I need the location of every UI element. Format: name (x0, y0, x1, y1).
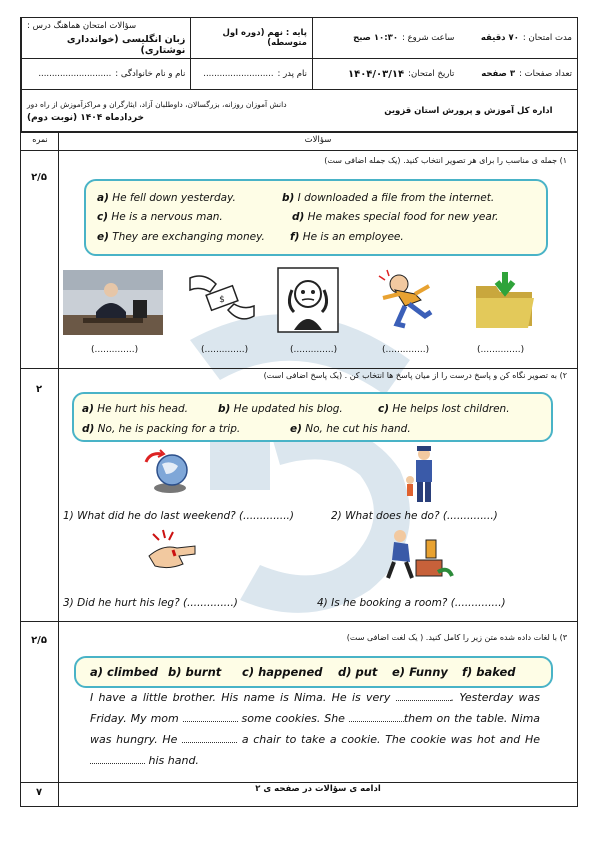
q1-blank-4[interactable]: (..............) (382, 345, 430, 355)
q3-gap-5[interactable] (90, 755, 145, 764)
cut-hand-picture (143, 526, 199, 576)
score-header: نمره (32, 135, 48, 144)
pages-label: تعداد صفحات : (519, 69, 572, 79)
grade: پایه : نهم (دوره اول متوسطه) (222, 28, 307, 48)
header-row-1 (21, 18, 577, 59)
q2-question-1: 1) What did he do last weekend? (..............) (63, 510, 294, 522)
q2-question-2: 2) What does he do? (..............) (331, 510, 498, 522)
q2-option-a: a) He hurt his head. (82, 403, 188, 415)
exam-session: خردادماه ۱۴۰۴ (نوبت دوم) (27, 112, 145, 123)
date-label: تاریخ امتحان: (408, 69, 455, 79)
q1-option-b: b) I downloaded a file from the internet. (282, 192, 495, 204)
students-cell (21, 90, 360, 132)
q3-word-d: d) put (338, 665, 378, 679)
q2-option-b: b) He updated his blog. (218, 403, 343, 415)
name-dots: ........................... (38, 69, 112, 79)
q3-title: ۳) با لغات داده شده متن زیر را کامل کنید. ( یک لغت اضافی ست) (346, 633, 567, 642)
q3-gap-1[interactable] (396, 692, 451, 701)
q1-blank-2[interactable]: (..............) (201, 345, 249, 355)
office-cell (360, 90, 577, 132)
q3-word-a: a) climbed (90, 665, 158, 679)
q2-option-c: c) He helps lost children. (378, 403, 510, 415)
total-score: ۷ (35, 787, 43, 798)
exchanging-money-picture (188, 266, 256, 334)
subject-cell (21, 18, 190, 58)
father-dots: .......................... (203, 69, 274, 79)
continue-note: ادامه ی سؤالات در صفحه ی ۲ (255, 784, 381, 794)
q1-score: ۲/۵ (31, 172, 47, 183)
q3-gap-2[interactable] (183, 713, 238, 722)
q3-passage: I have a little brother. His name is Nima. He is very . Yesterday was Friday. My mom some cookies. She them on the table. Nima was hungry. He a chair to take a cookie. The cookie was hot and He his hand. (90, 691, 541, 767)
q3-score: ۲/۵ (31, 635, 47, 646)
duration-value: ۷۰ دقیقه (480, 33, 519, 43)
exam-title: سؤالات امتحان هماهنگ درس : (27, 20, 137, 31)
q1-option-d: d) He makes special food for new year. (292, 211, 499, 223)
office-name: اداره کل آموزش و پرورش استان قزوین (384, 106, 553, 116)
q3-gap-4[interactable] (182, 734, 237, 743)
svg-text:$: $ (219, 295, 225, 305)
q2-title: ۲) به تصویر نگاه کن و پاسخ درست را از میان پاسخ ها انتخاب کن . (یک پاسخ اضافی است) (263, 371, 567, 380)
header-row-2 (21, 59, 577, 90)
q1-option-c: c) He is a nervous man. (97, 211, 223, 223)
start-time-value: ۱۰:۳۰ صبح (353, 33, 399, 43)
q1-blank-1[interactable]: (..............) (91, 345, 139, 355)
q2-option-e: e) No, he cut his hand. (290, 423, 411, 435)
name-cell (21, 59, 190, 89)
downloaded-file-picture (472, 268, 538, 334)
police-officer-picture (402, 444, 442, 504)
start-time-label: ساعت شروع : (402, 33, 455, 43)
q1-blank-5[interactable]: (..............) (477, 345, 525, 355)
duration-label: مدت امتحان : (522, 33, 572, 43)
q1-option-a: a) He fell down yesterday. (97, 192, 236, 204)
fell-down-picture (375, 268, 437, 336)
date-cell (312, 59, 459, 89)
q3-gap-3[interactable] (349, 713, 404, 722)
q3-word-b: b) burnt (168, 665, 222, 679)
q1-option-e: e) They are exchanging money. (97, 231, 265, 243)
packing-trip-picture (380, 526, 456, 586)
q2-option-d: d) No, he is packing for a trip. (82, 423, 241, 435)
pages-value: ۳ صفحه (481, 69, 516, 79)
father-label: نام پدر : (277, 69, 307, 79)
score-column (21, 132, 59, 806)
q2-score: ۲ (35, 384, 43, 395)
students-text: دانش آموزان روزانه، بزرگسالان، داوطلبان آزاد، ایثارگران و مراکزآموزش از راه دور (27, 99, 287, 109)
father-cell (190, 59, 312, 89)
q1-blank-3[interactable]: (..............) (290, 345, 338, 355)
employee-picture (63, 270, 163, 335)
duration-cell (459, 18, 577, 58)
start-time-cell (312, 18, 459, 58)
exam-header (20, 17, 578, 133)
blog-update-picture (142, 448, 200, 498)
q2-question-3: 3) Did he hurt his leg? (..............) (63, 597, 238, 609)
q1-option-f: f) He is an employee. (290, 231, 404, 243)
grade-cell (190, 18, 312, 58)
subject-name: زبان انگلیسی (خواندداری نوشتاری) (66, 33, 186, 56)
pages-cell (459, 59, 577, 89)
q1-title: ۱) جمله ی مناسب را برای هر تصویر انتخاب کنید. (یک جمله اضافی ست) (324, 156, 567, 165)
q3-word-c: c) happened (242, 665, 323, 679)
q2-question-4: 4) Is he booking a room? (..............) (317, 597, 506, 609)
header-row-3 (21, 90, 577, 132)
date-value: ۱۴۰۴/۰۳/۱۴ (347, 68, 405, 80)
questions-header: سؤالات (304, 135, 332, 145)
q3-word-f: f) baked (462, 665, 516, 679)
nervous-man-picture (272, 264, 344, 336)
name-label: نام و نام خانوادگی : (115, 69, 186, 79)
q3-word-e: e) Funny (392, 665, 448, 679)
